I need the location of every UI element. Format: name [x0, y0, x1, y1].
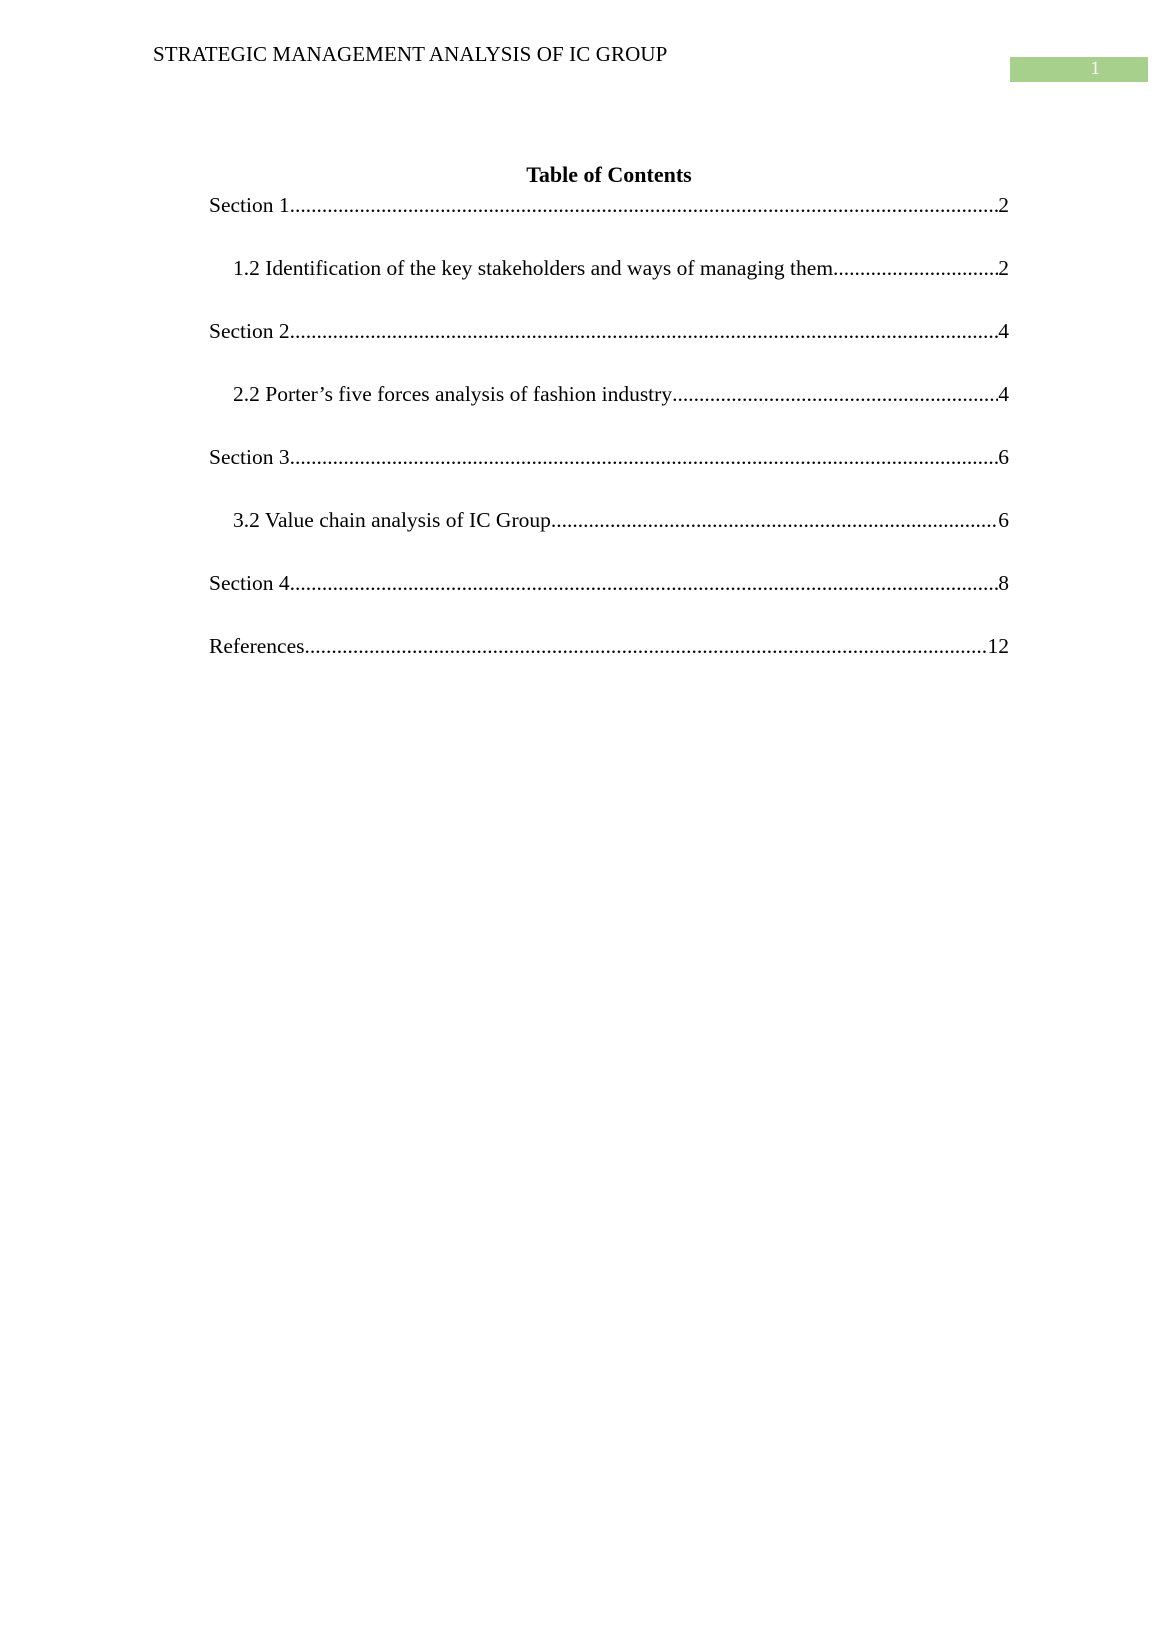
toc-entry-page: 6 [998, 508, 1009, 532]
page-number-badge [1010, 57, 1148, 82]
toc-entry-page: 12 [987, 634, 1009, 658]
toc-entry-references[interactable] [209, 629, 1009, 692]
toc-dot-leader [290, 566, 999, 600]
toc-entry-page: 2 [998, 193, 1009, 217]
toc-entry-2-2[interactable] [209, 377, 1009, 440]
page-number: 1 [1090, 58, 1100, 79]
toc-entry-section-1[interactable] [209, 188, 1009, 251]
toc-entry-text: Section 2 [209, 319, 290, 343]
toc-entry-section-4[interactable] [209, 566, 1009, 629]
toc-entry-1-2[interactable] [209, 251, 1009, 314]
toc-entry-page: 2 [998, 256, 1009, 280]
table-of-contents [209, 188, 1009, 692]
toc-dot-leader [672, 377, 998, 411]
toc-entry-text: 2.2 Porter’s five forces analysis of fashion industry [233, 382, 673, 406]
toc-dot-leader [290, 440, 999, 474]
toc-title: Table of Contents [526, 162, 692, 187]
toc-entry-3-2[interactable] [209, 503, 1009, 566]
toc-entry-text: References [209, 634, 305, 658]
toc-dot-leader [290, 188, 999, 222]
toc-entry-text: 3.2 Value chain analysis of IC Group [233, 508, 551, 532]
toc-entry-section-2[interactable] [209, 314, 1009, 377]
toc-dot-leader [833, 251, 998, 285]
toc-entry-text: Section 4 [209, 571, 290, 595]
toc-entry-page: 8 [998, 571, 1009, 595]
toc-entry-text: Section 3 [209, 445, 290, 469]
toc-dot-leader [551, 503, 998, 537]
toc-entry-text: Section 1 [209, 193, 290, 217]
toc-dot-leader [290, 314, 999, 348]
toc-entry-section-3[interactable] [209, 440, 1009, 503]
toc-entry-page: 4 [998, 382, 1009, 406]
running-header-title: STRATEGIC MANAGEMENT ANALYSIS OF IC GROUP [153, 42, 668, 66]
toc-entry-page: 6 [998, 445, 1009, 469]
toc-entry-page: 4 [998, 319, 1009, 343]
toc-entry-text: 1.2 Identification of the key stakeholders and ways of managing them [233, 256, 834, 280]
toc-dot-leader [305, 629, 988, 663]
